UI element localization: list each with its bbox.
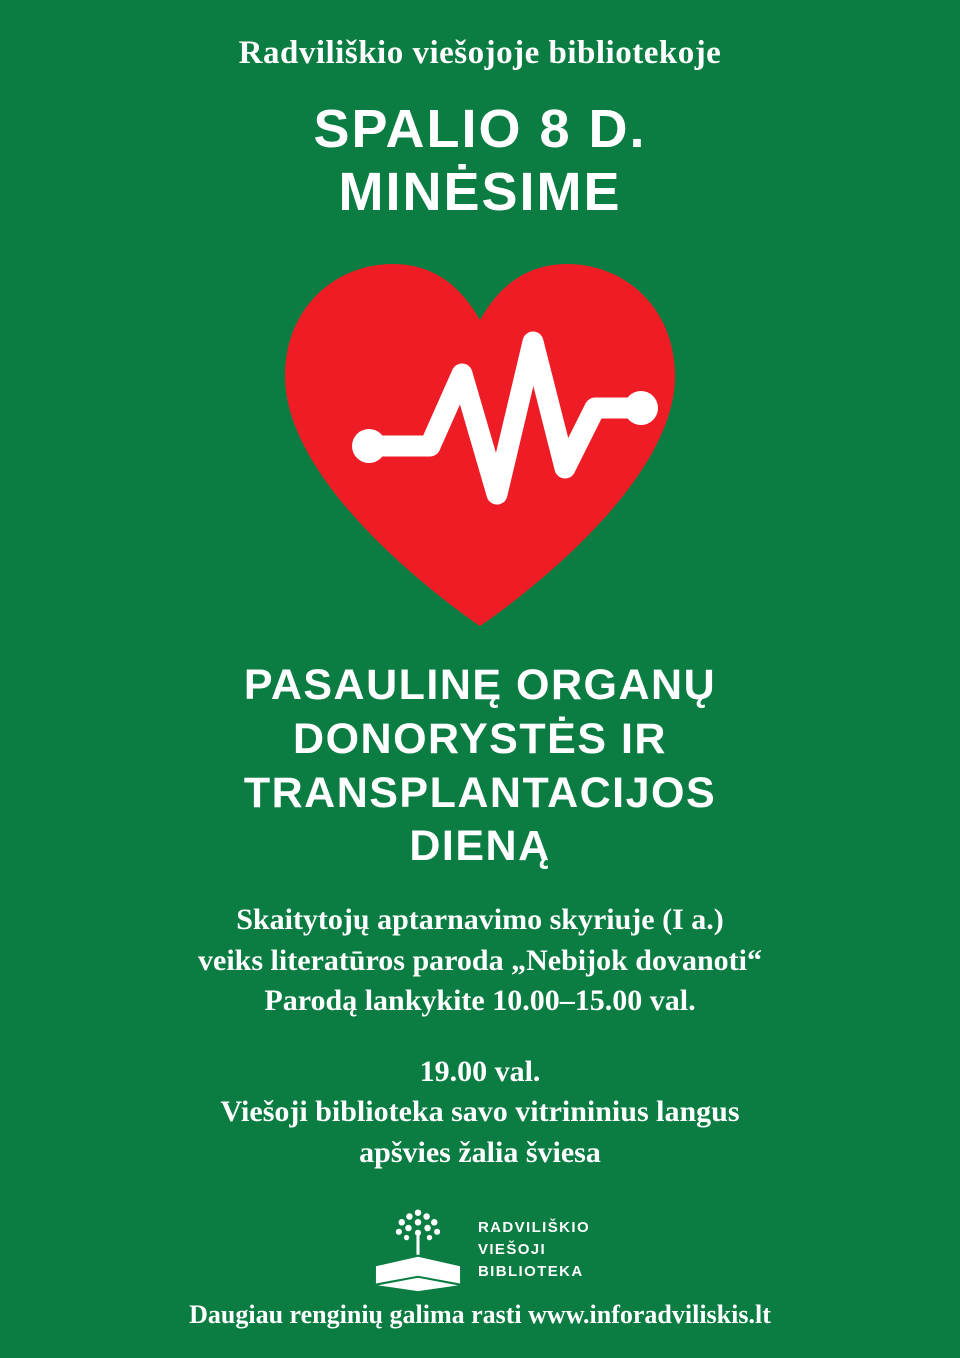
subject-line-2: DONORYSTĖS IR — [293, 714, 667, 763]
poster-eyebrow: Radviliškio viešojoje bibliotekoje — [238, 35, 722, 71]
logo-line-3: BIBLIOTEKA — [477, 1262, 584, 1280]
poster-subject — [244, 659, 716, 874]
evening-line-2: Viešoji biblioteka savo vitrininius langus — [220, 1095, 740, 1129]
open-book-tree-icon — [370, 1207, 466, 1293]
logo-line-2: VIEŠOJI — [477, 1241, 547, 1259]
subject-line-3: TRANSPLANTACIJOS — [243, 768, 717, 817]
heart-icon — [265, 246, 695, 631]
exhibition-line-2: veiks literatūros paroda „Nebijok dovanoti“ — [198, 943, 762, 977]
headline-line-1: SPALIO 8 D. — [313, 98, 647, 159]
pulse-dot-left — [352, 429, 386, 463]
heart-heartbeat-illustration — [260, 243, 700, 633]
headline-line-2: MINĖSIME — [338, 162, 622, 223]
library-logo-text — [478, 1217, 590, 1282]
poster-headline — [313, 98, 646, 225]
logo-line-1: RADVILIŠKIO — [477, 1219, 591, 1237]
pulse-dot-right — [624, 391, 658, 425]
evening-time: 19.00 val. — [419, 1054, 541, 1088]
exhibition-line-3: Parodą lankykite 10.00–15.00 val. — [264, 984, 696, 1018]
exhibition-line-1: Skaitytojų aptarnavimo skyriuje (I a.) — [236, 903, 724, 937]
exhibition-details — [198, 900, 762, 1022]
poster-footer: Daugiau renginių galima rasti www.inforadviliskis.lt — [189, 1300, 771, 1329]
evening-line-3: apšvies žalia šviesa — [359, 1135, 601, 1169]
subject-line-1: PASAULINĘ ORGANŲ — [243, 661, 717, 710]
evening-details — [221, 1052, 740, 1174]
subject-line-4: DIENĄ — [409, 822, 551, 871]
library-logo — [370, 1207, 590, 1293]
tree-trunk — [416, 1232, 419, 1255]
